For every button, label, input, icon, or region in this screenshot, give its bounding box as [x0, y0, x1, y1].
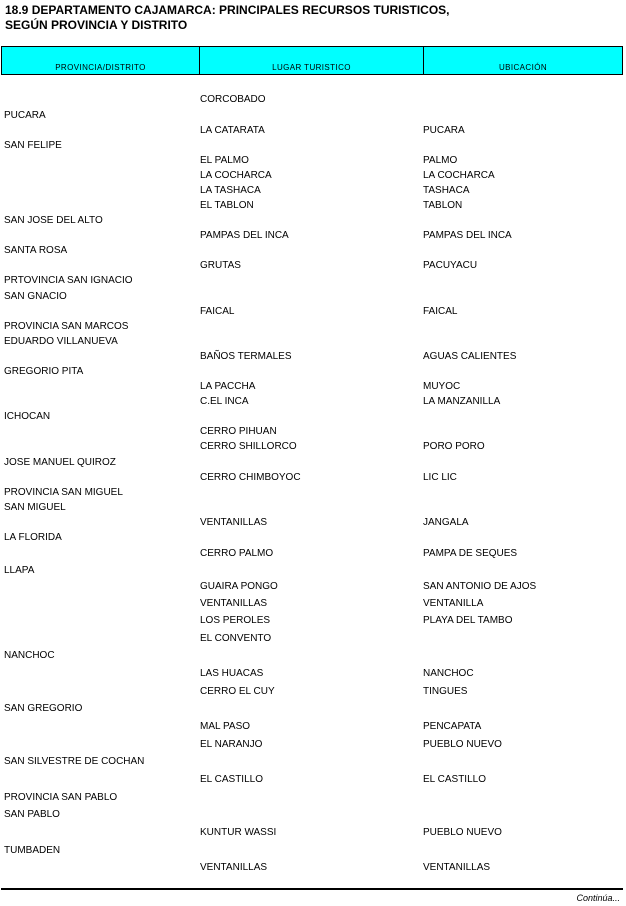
- lugar-cell: LOS PEROLES: [200, 615, 271, 626]
- ubicacion-cell: PUCARA: [423, 125, 465, 136]
- ubicacion-cell: PACUYACU: [423, 260, 478, 271]
- provincia-cell: SAN SILVESTRE DE COCHAN: [4, 756, 145, 767]
- ubicacion-cell: PUEBLO NUEVO: [423, 739, 502, 750]
- ubicacion-cell: VENTANILLA: [423, 598, 484, 609]
- provincia-cell: SAN FELIPE: [4, 140, 62, 151]
- lugar-cell: EL TABLON: [200, 200, 254, 211]
- provincia-cell: NANCHOC: [4, 650, 55, 661]
- continua-note: Continúa...: [576, 893, 620, 903]
- ubicacion-cell: PENCAPATA: [423, 721, 482, 732]
- header-lugar-turistico: LUGAR TURISTICO: [199, 47, 423, 74]
- lugar-cell: LA CATARATA: [200, 125, 265, 136]
- ubicacion-cell: TABLON: [423, 200, 463, 211]
- provincia-cell: SAN GNACIO: [4, 291, 67, 302]
- provincia-cell: PUCARA: [4, 110, 46, 121]
- provincia-cell: PROVINCIA SAN PABLO: [4, 792, 118, 803]
- ubicacion-cell: TASHACA: [423, 185, 470, 196]
- provincia-cell: JOSE MANUEL QUIROZ: [4, 457, 116, 468]
- ubicacion-cell: SAN ANTONIO DE AJOS: [423, 581, 537, 592]
- lugar-cell: C.EL INCA: [200, 396, 249, 407]
- title-line-1: 18.9 DEPARTAMENTO CAJAMARCA: PRINCIPALES RECURSOS TURISTICOS,: [5, 3, 450, 17]
- lugar-cell: VENTANILLAS: [200, 517, 268, 528]
- provincia-cell: ICHOCAN: [4, 411, 51, 422]
- lugar-cell: MAL PASO: [200, 721, 251, 732]
- lugar-cell: LA COCHARCA: [200, 170, 272, 181]
- bottom-rule: [1, 888, 623, 890]
- lugar-cell: GRUTAS: [200, 260, 241, 271]
- provincia-cell: EDUARDO VILLANUEVA: [4, 336, 118, 347]
- ubicacion-cell: LIC LIC: [423, 472, 457, 483]
- lugar-cell: LA TASHACA: [200, 185, 261, 196]
- ubicacion-cell: PAMPA DE SEQUES: [423, 548, 518, 559]
- provincia-cell: SAN MIGUEL: [4, 502, 66, 513]
- lugar-cell: LAS HUACAS: [200, 668, 264, 679]
- provincia-cell: GREGORIO PITA: [4, 366, 84, 377]
- lugar-cell: EL CASTILLO: [200, 774, 263, 785]
- lugar-cell: FAICAL: [200, 306, 235, 317]
- lugar-cell: CERRO PIHUAN: [200, 426, 277, 437]
- lugar-cell: LA PACCHA: [200, 381, 256, 392]
- ubicacion-cell: LA COCHARCA: [423, 170, 495, 181]
- lugar-cell: EL NARANJO: [200, 739, 263, 750]
- ubicacion-cell: LA MANZANILLA: [423, 396, 501, 407]
- ubicacion-cell: JANGALA: [423, 517, 469, 528]
- ubicacion-cell: VENTANILLAS: [423, 862, 491, 873]
- ubicacion-cell: PALMO: [423, 155, 458, 166]
- provincia-cell: SANTA ROSA: [4, 245, 68, 256]
- lugar-cell: CERRO EL CUY: [200, 686, 275, 697]
- lugar-cell: CERRO PALMO: [200, 548, 274, 559]
- lugar-cell: PAMPAS DEL INCA: [200, 230, 289, 241]
- provincia-cell: SAN PABLO: [4, 809, 60, 820]
- header-provincia-distrito: PROVINCIA/DISTRITO: [55, 63, 146, 72]
- lugar-cell: EL PALMO: [200, 155, 249, 166]
- ubicacion-cell: AGUAS CALIENTES: [423, 351, 517, 362]
- table-header: [1, 46, 623, 75]
- lugar-cell: VENTANILLAS: [200, 862, 268, 873]
- provincia-cell: PROVINCIA SAN MARCOS: [4, 321, 129, 332]
- provincia-cell: PRTOVINCIA SAN IGNACIO: [4, 275, 133, 286]
- ubicacion-cell: TINGUES: [423, 686, 468, 697]
- ubicacion-cell: EL CASTILLO: [423, 774, 486, 785]
- provincia-cell: LLAPA: [4, 565, 35, 576]
- provincia-cell: PROVINCIA SAN MIGUEL: [4, 487, 123, 498]
- ubicacion-cell: PAMPAS DEL INCA: [423, 230, 512, 241]
- provincia-cell: TUMBADEN: [4, 845, 61, 856]
- provincia-cell: SAN GREGORIO: [4, 703, 83, 714]
- provincia-cell: LA FLORIDA: [4, 532, 62, 543]
- ubicacion-cell: MUYOC: [423, 381, 461, 392]
- lugar-cell: KUNTUR WASSI: [200, 827, 277, 838]
- header-ubicacion: UBICACIÓN: [423, 47, 622, 74]
- lugar-cell: CERRO CHIMBOYOC: [200, 472, 301, 483]
- lugar-cell: EL CONVENTO: [200, 633, 272, 644]
- lugar-cell: CERRO SHILLORCO: [200, 441, 297, 452]
- lugar-cell: VENTANILLAS: [200, 598, 268, 609]
- ubicacion-cell: PLAYA DEL TAMBO: [423, 615, 513, 626]
- ubicacion-cell: PUEBLO NUEVO: [423, 827, 502, 838]
- ubicacion-cell: PORO PORO: [423, 441, 485, 452]
- ubicacion-cell: FAICAL: [423, 306, 458, 317]
- lugar-cell: CORCOBADO: [200, 94, 266, 105]
- ubicacion-cell: NANCHOC: [423, 668, 474, 679]
- table-title: [5, 3, 615, 33]
- title-line-2: SEGÚN PROVINCIA Y DISTRITO: [5, 18, 188, 32]
- provincia-cell: SAN JOSE DEL ALTO: [4, 215, 103, 226]
- lugar-cell: BAÑOS TERMALES: [200, 351, 292, 362]
- lugar-cell: GUAIRA PONGO: [200, 581, 278, 592]
